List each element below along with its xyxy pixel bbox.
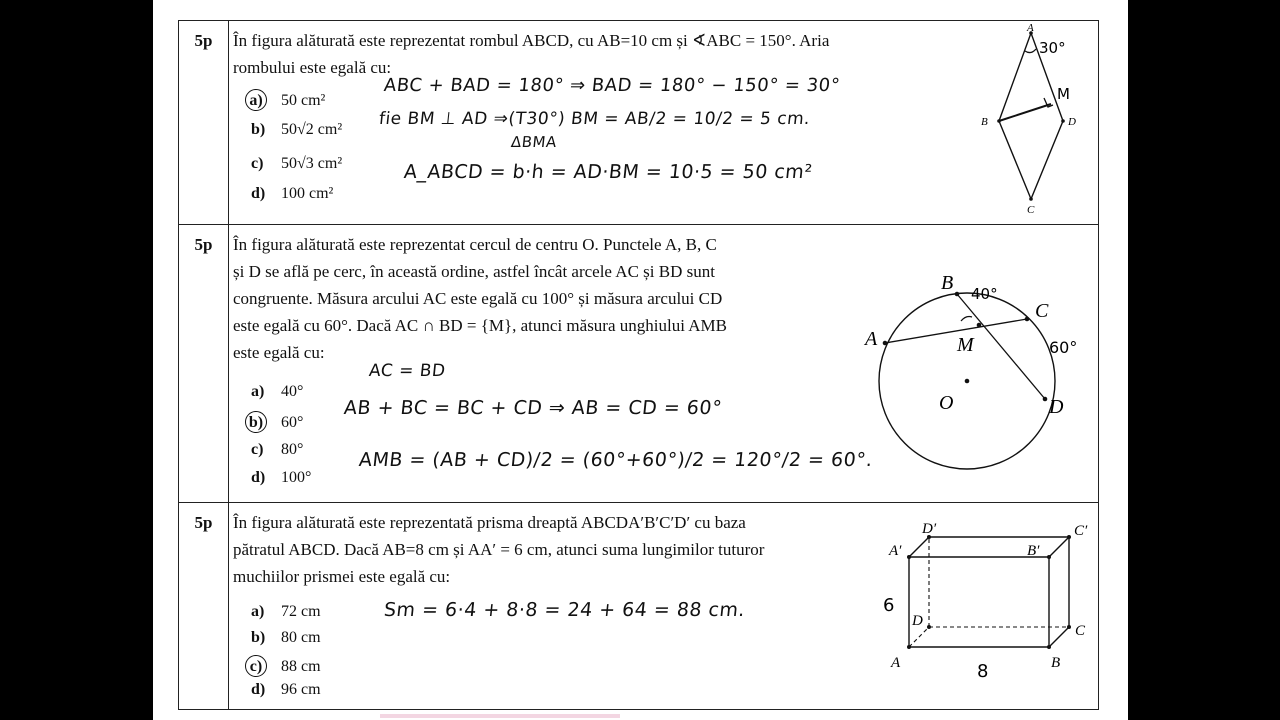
- option-a[interactable]: [251, 603, 321, 621]
- statement-line: În figura alăturată este reprezentat rombul ABCD, cu AB=10 cm și ∢ABC = 150°. Aria: [233, 31, 830, 50]
- option-text: 50√2 cm²: [281, 121, 343, 138]
- option-c[interactable]: [251, 441, 303, 459]
- rhombus-figure: [969, 21, 1099, 221]
- option-a[interactable]: [251, 89, 325, 111]
- vertex-label: D′: [922, 521, 937, 537]
- option-text: 40°: [281, 383, 304, 400]
- points-cell: 5p: [179, 21, 229, 224]
- option-text: 80 cm: [281, 629, 321, 646]
- option-d[interactable]: [251, 185, 333, 203]
- option-b[interactable]: [251, 629, 321, 647]
- worksheet-page: [153, 0, 1128, 720]
- statement-line: congruente. Măsura arcului AC este egală cu 100° și măsura arcului CD: [233, 289, 723, 308]
- option-b[interactable]: [251, 121, 342, 139]
- option-text: 50 cm²: [281, 92, 326, 109]
- height-label: 6: [883, 595, 895, 616]
- points-cell: 5p: [179, 503, 229, 709]
- option-b[interactable]: [248, 411, 304, 433]
- handwritten-step: AB + BC = BC + CD ⇒ AB = CD = 60°: [342, 397, 724, 419]
- option-letter: a): [251, 603, 265, 620]
- vertex-label: C: [1027, 204, 1035, 216]
- point-label: D: [1049, 396, 1064, 418]
- option-text: 60°: [281, 414, 304, 431]
- problems-table: [178, 20, 1099, 710]
- handwritten-step: AMB = (AB + CD)/2 = (60°+60°)/2 = 120°/2 = 60°.: [357, 449, 874, 471]
- scan-artifact: [380, 714, 620, 718]
- vertex-label: D: [912, 613, 923, 629]
- vertex-label: D: [1068, 116, 1076, 128]
- arc-measure-label: 40°: [971, 285, 998, 303]
- vertex-label: A: [1027, 22, 1034, 34]
- option-letter: d): [251, 681, 266, 698]
- base-label: 8: [977, 661, 989, 682]
- problem-5-statement: [233, 231, 833, 366]
- handwritten-step: fie BM ⊥ AD ⇒(T30°) BM = AB/2 = 10/2 = 5 cm.: [377, 109, 812, 129]
- statement-line: muchiilor prismei este egală cu:: [233, 567, 451, 586]
- circled-answer-mark: b): [245, 411, 267, 433]
- handwritten-step: ABC + BAD = 180° ⇒ BAD = 180° − 150° = 30°: [382, 75, 842, 96]
- circled-answer-mark: c): [245, 655, 267, 677]
- option-c[interactable]: [251, 155, 342, 173]
- vertex-label: A′: [889, 543, 902, 559]
- handwritten-step: ΔBMA: [510, 133, 558, 151]
- vertex-label: C′: [1074, 523, 1088, 539]
- point-label: M: [1057, 85, 1070, 103]
- option-d[interactable]: [251, 469, 311, 487]
- vertex-label: B: [1051, 655, 1061, 671]
- statement-line: și D se află pe cerc, în această ordine, astfel încât arcele AC și BD sunt: [233, 262, 715, 281]
- option-text: 100°: [281, 469, 312, 486]
- circle-figure: [865, 243, 1099, 488]
- problem-6: [179, 502, 1098, 709]
- point-label: A: [865, 328, 878, 350]
- circled-answer-mark: a): [245, 89, 267, 111]
- center-label: O: [939, 392, 954, 414]
- point-label: C: [1035, 300, 1049, 322]
- option-letter: c): [251, 441, 264, 458]
- statement-line: este egală cu 60°. Dacă AC ∩ BD = {M}, atunci măsura unghiului AMB: [233, 316, 727, 335]
- option-d[interactable]: [251, 681, 321, 699]
- option-text: 80°: [281, 441, 304, 458]
- option-letter: c): [251, 155, 264, 172]
- handwritten-step: A_ABCD = b·h = AD·BM = 10·5 = 50 cm²: [402, 161, 814, 183]
- option-c[interactable]: [251, 655, 321, 677]
- prism-figure: [879, 507, 1098, 707]
- option-letter: a): [251, 383, 265, 400]
- option-text: 88 cm: [281, 658, 321, 675]
- option-letter: b): [251, 121, 266, 138]
- problem-6-statement: [233, 509, 865, 590]
- problem-5: [179, 224, 1098, 502]
- vertex-label: C: [1075, 623, 1086, 639]
- option-a[interactable]: [251, 383, 303, 401]
- option-text: 50√3 cm²: [281, 155, 343, 172]
- statement-line: rombului este egală cu:: [233, 58, 392, 77]
- option-text: 96 cm: [281, 681, 321, 698]
- points-cell: 5p: [179, 225, 229, 502]
- vertex-label: B: [981, 116, 988, 128]
- vertex-label: B′: [1027, 543, 1040, 559]
- option-letter: b): [251, 629, 266, 646]
- problem-4-statement: [233, 27, 923, 81]
- arc-measure-label: 60°: [1049, 338, 1078, 357]
- statement-line: este egală cu:: [233, 343, 325, 362]
- problem-4: [179, 21, 1098, 224]
- statement-line: În figura alăturată este reprezentată prisma dreaptă ABCDA′B′C′D′ cu baza: [233, 513, 746, 532]
- option-letter: d): [251, 469, 266, 486]
- handwritten-step: Sm = 6·4 + 8·8 = 24 + 64 = 88 cm.: [382, 599, 747, 621]
- angle-label: 30°: [1039, 39, 1066, 57]
- vertex-label: A: [891, 655, 901, 671]
- option-text: 100 cm²: [281, 185, 334, 202]
- option-text: 72 cm: [281, 603, 321, 620]
- option-letter: d): [251, 185, 266, 202]
- point-label: M: [957, 334, 974, 356]
- handwritten-step: AC = BD: [367, 361, 447, 381]
- statement-line: pătratul ABCD. Dacă AB=8 cm și AA′ = 6 cm, atunci suma lungimilor tuturor: [233, 540, 765, 559]
- point-label: B: [941, 272, 954, 294]
- statement-line: În figura alăturată este reprezentat cercul de centru O. Punctele A, B, C: [233, 235, 717, 254]
